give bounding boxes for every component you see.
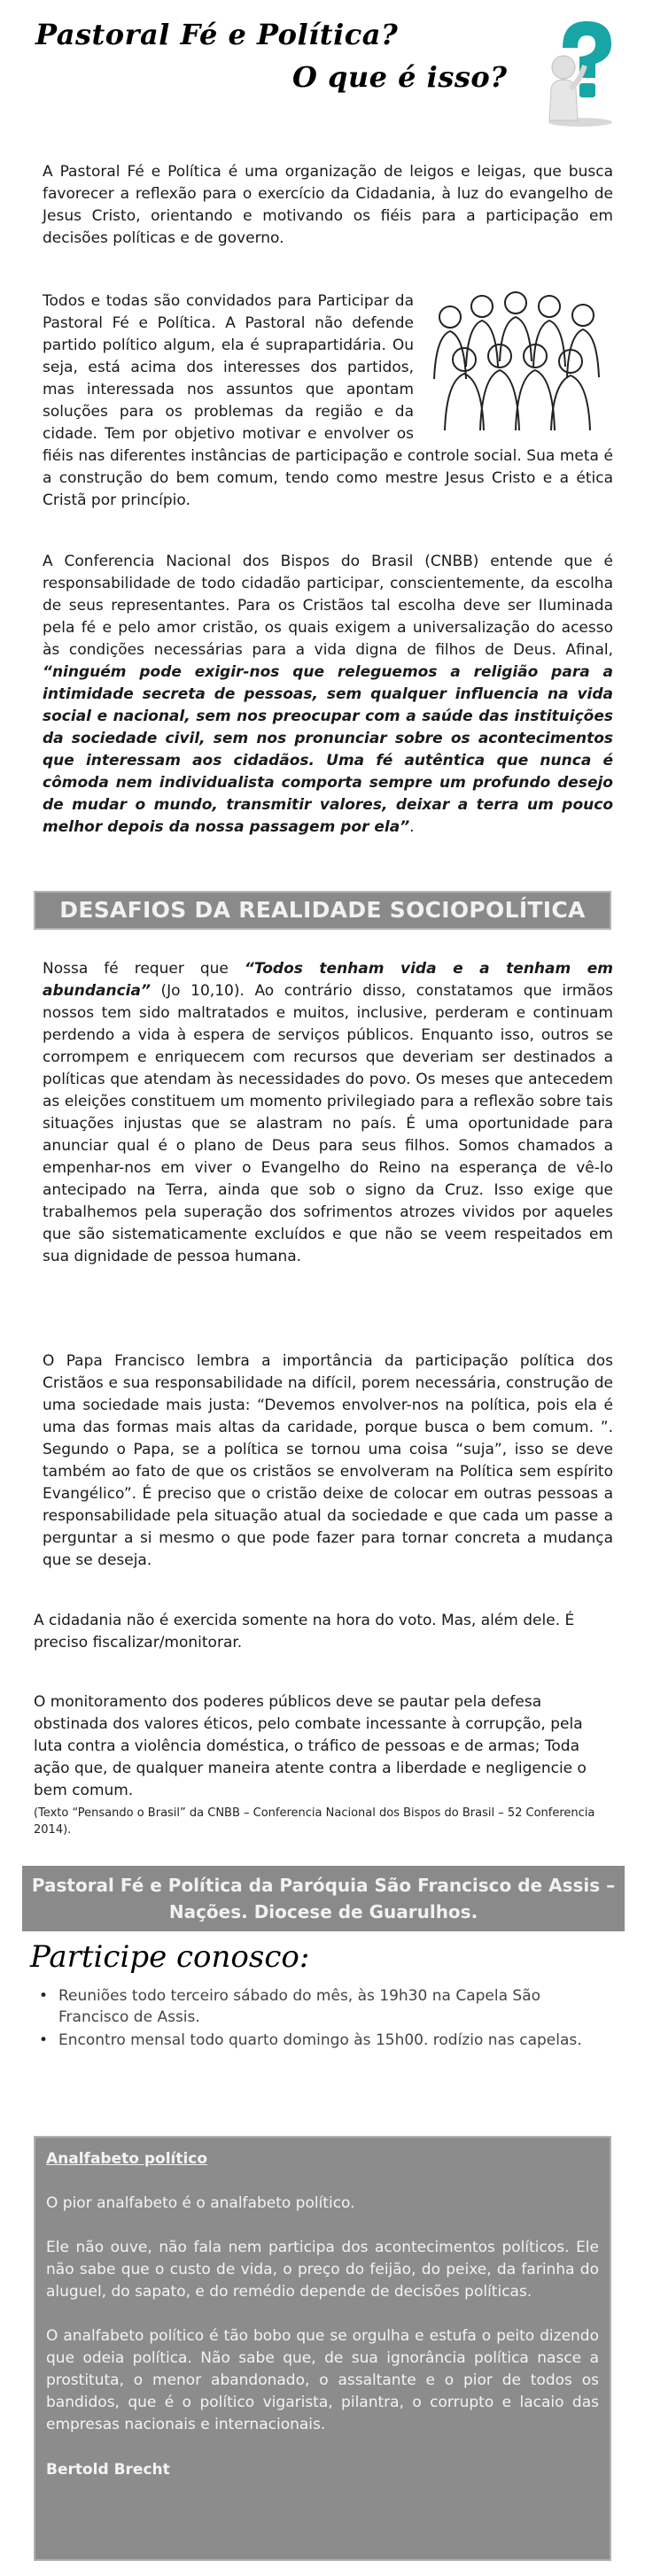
intro-paragraph-2-text: Todos e todas são convidados para Participar da Pastoral Fé e Política. A Pastoral não defende partido político algum, ela é suprapartidária. Ou seja, está acima dos interesses dos partidos, mas interessada nos assuntos que apontam soluções para os problemas da região e da cidade. Tem por objetivo motivar e envolver os fiéis nas diferentes instâncias de participação e controle social. Sua meta é a construção do bem comum, tendo como mestre Jesus Cristo e a ética Cristã por princípio. (43, 292, 613, 509)
poem-line-1: O pior analfabeto é o analfabeto político. (46, 2194, 355, 2212)
poem-paragraph-2: Ele não ouve, não fala nem participa dos acontecimentos políticos. Ele não sabe que o custo de vida, o preço do feijão, do peixe, da farinha do aluguel, do sapato, e do remédio depende de decisões políticas. (46, 2239, 599, 2301)
participe-heading: Participe conosco: (30, 1939, 310, 1975)
participe-list (35, 1985, 602, 2051)
question-person-icon (532, 12, 629, 128)
list-item-text: Reuniões todo terceiro sábado do mês, às 19h30 na Capela São Francisco de Assis. (58, 1987, 541, 2026)
poem-paragraph-3: O analfabeto político é tão bobo que se orgulha e estufa o peito dizendo que odeia política. Não sabe que, de sua ignorância política nasce a prostituta, o menor abandonado, o assaltante e o pior de todos os bandidos, que é o político vigarista, pilantra, o corrupto e lacaio das empresas nacionais e internacionais. (46, 2327, 599, 2433)
faith-rest: (Jo 10,10). Ao contrário disso, constatamos que irmãos nossos tem sido maltratados e muitos, inclusive, perderam e continuam perdendo a vida à espera de serviços públicos. Enquanto isso, outros se corrompem e enriquecem com recursos que deveriam ser destinados a políticas que atendam às necessidades do povo. Os meses que antecedem as eleições constituem um momento privilegiado para a reflexão sobre tais situações injustas que se alastram no país. É uma oportunidade para anunciar qual é o plano de Deus para seus filhos. Somos chamados a empenhar-nos em viver o Evangelho do Reino na esperança de vê-lo antecipado na Terra, ainda que sob o signo da Cruz. Isso exige que trabalhemos pela superação dos sofrimentos atrozes vividos por aqueles que são sistematicamente excluídos e que não se veem respeitados em sua dignidade de pessoa humana. (43, 982, 613, 1265)
source-caption: (Texto “Pensando o Brasil” da CNBB – Conferencia Nacional dos Bispos do Brasil – 52 Conferencia 2014). (34, 1806, 595, 1837)
intro-paragraph-1: A Pastoral Fé e Política é uma organização de leigos e leigas, que busca favorecer a reflexão para o exercício da Cidadania, à luz do evangelho de Jesus Cristo, orientando e motivando os fiéis para a participação em decisões políticas e de governo. (43, 163, 613, 247)
poem-author: Bertold Brecht (46, 2461, 170, 2479)
cnbb-quote: “ninguém pode exigir-nos que releguemos a religião para a intimidade secreta de pessoas, sem qualquer influencia na vida social e nacional, sem nos preocupar com a saúde das instituições da sociedade civil, sem nos pronunciar sobre os acontecimentos que interessam aos cidadãos. Uma fé autêntica que nunca é cômoda nem individualista comporta sempre um profundo desejo de mudar o mundo, transmitir valores, deixar a terra um pouco melhor depois da nossa passagem por ela” (43, 663, 613, 836)
list-item-text: Encontro mensal todo quarto domingo às 15h00. rodízio nas capelas. (58, 2031, 582, 2049)
parish-banner: Pastoral Fé e Política da Paróquia São Francisco de Assis – Nações. Diocese de Guarulhos. (22, 1866, 625, 1931)
section-header-desafios: DESAFIOS DA REALIDADE SOCIOPOLÍTICA (34, 891, 611, 930)
challenges-paragraph-2: O Papa Francisco lembra a importância da participação política dos Cristãos e sua responsabilidade na difícil, porem necessária, construção de uma sociedade mais justa: “Devemos envolver-nos na política, pois ela é uma das formas mais altas da caridade, porque busca o bem comum. ”. Segundo o Papa, se a política se tornou uma coisa “suja”, isso se deve também ao fato de que os cristãos se envolveram na Política sem espírito Evangélico”. É preciso que o cristão deixe de colocar em outras pessoas a responsabilidade pela situação atual da sociedade e que cada um passe a perguntar a si mesmo o que pode fazer para tornar concreta a mudança que se deseja. (43, 1352, 613, 1569)
challenges-paragraph-3: A cidadania não é exercida somente na hora do voto. Mas, além dele. É preciso fiscalizar/monitorar. (34, 1612, 575, 1652)
challenges-paragraph-1 (43, 958, 613, 1268)
illustration-float-spacer (414, 290, 613, 439)
page-title-line2: O que é isso? (292, 60, 508, 94)
intro-paragraph-3 (43, 551, 613, 839)
challenges-paragraph-4: O monitoramento dos poderes públicos deve se pautar pela defesa obstinada dos valores éticos, pelo combate incessante à corrupção, pela luta contra a violência doméstica, o tráfico de pessoas e de armas; Toda ação que, de qualquer maneira atente contra a liberdade e negligencie o bem comum. (34, 1693, 587, 1799)
list-item (35, 1985, 602, 2028)
john-quote: “Todos tenham vida e a tenham em abundancia” (43, 960, 613, 1000)
cnbb-end: . (409, 818, 415, 836)
poem-title: Analfabeto político (46, 2150, 208, 2168)
faith-text: Nossa fé requer que (43, 960, 245, 978)
intro-paragraph-2 (43, 290, 613, 512)
list-item (35, 2030, 602, 2051)
page-title-line1: Pastoral Fé e Política? (35, 18, 399, 51)
poem-box (34, 2136, 611, 2561)
cnbb-text: A Conferencia Nacional dos Bispos do Brasil (CNBB) entende que é responsabilidade de todo cidadão participar, conscientemente, da escolha de seus representantes. Para os Cristãos tal escolha deve ser Iluminada pela fé e pelo amor cristão, os quais exigem a universalização do acesso às condições necessárias para a vida digna de filhos de Deus. Afinal, (43, 553, 613, 659)
